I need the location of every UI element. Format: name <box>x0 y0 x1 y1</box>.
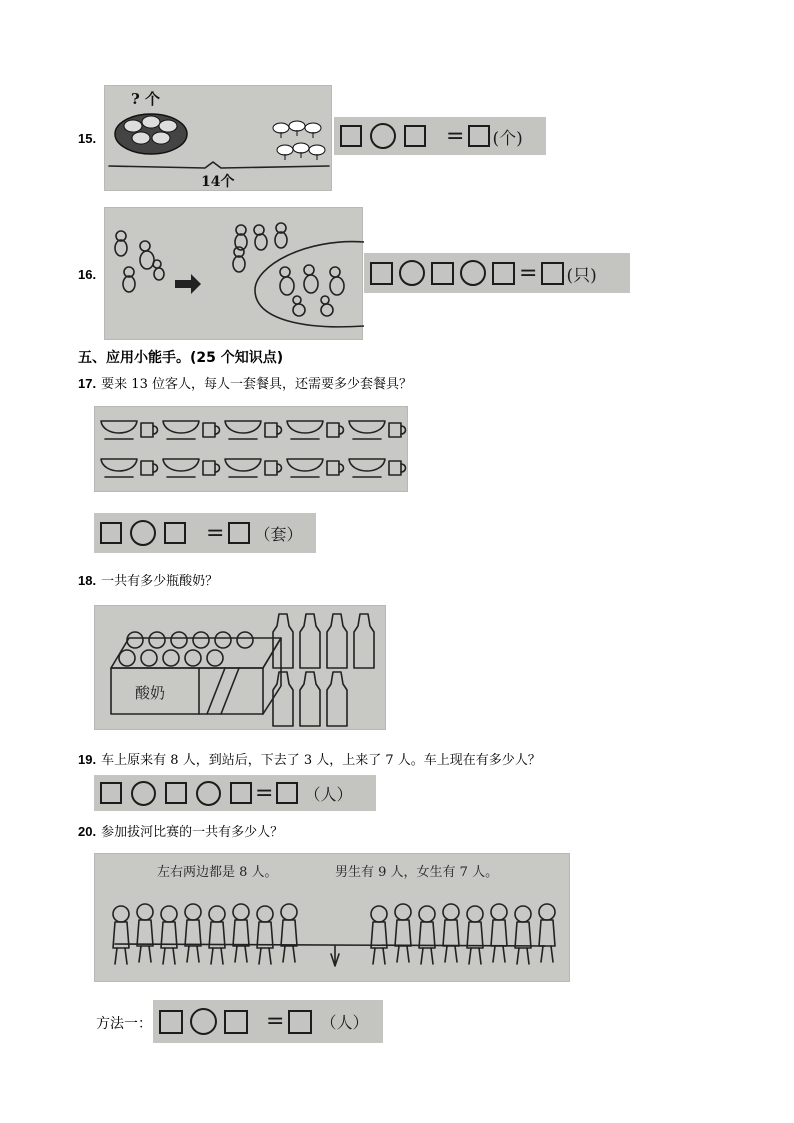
chicks-inside-fence-icon <box>280 265 344 316</box>
fence-enclosure <box>255 242 364 327</box>
unit-label: （人） <box>304 784 353 804</box>
answer-box[interactable] <box>165 782 187 804</box>
rope <box>115 944 545 946</box>
unknown-count-label: ? 个 <box>131 90 161 108</box>
loose-mushrooms-icon <box>273 121 325 160</box>
chicks-outside-fence-icon <box>233 223 287 272</box>
equals-sign: = <box>255 780 274 806</box>
right-team-icon <box>371 904 555 964</box>
answer-strip-20 <box>153 1000 383 1043</box>
tableware-figure <box>94 406 408 492</box>
operator-circle[interactable] <box>399 260 425 286</box>
operator-circle[interactable] <box>190 1008 217 1035</box>
question-17-text: 要来 13 位客人，每人一套餐具，还需要多少套餐具？ <box>101 377 412 392</box>
question-16-number: 16. <box>78 267 97 282</box>
equals-sign: = <box>206 520 225 546</box>
result-box[interactable] <box>541 262 564 285</box>
question-18 <box>78 570 218 589</box>
question-17 <box>78 373 412 392</box>
question-19-text: 车上原来有 8 人，到站后，下去了 3 人，上来了 7 人。车上现在有多少人？ <box>101 753 541 768</box>
question-17-number: 17. <box>78 376 97 391</box>
answer-strip-19 <box>94 775 376 811</box>
operator-circle[interactable] <box>131 781 156 806</box>
question-20 <box>78 821 283 840</box>
answer-strip-17 <box>94 513 316 553</box>
answer-box[interactable] <box>159 1010 183 1034</box>
answer-box[interactable] <box>100 522 122 544</box>
equals-sign: = <box>519 260 538 286</box>
answer-box[interactable] <box>370 262 393 285</box>
yogurt-figure <box>94 605 386 730</box>
unit-label: (个) <box>492 128 523 149</box>
operator-circle[interactable] <box>196 781 221 806</box>
equals-sign: = <box>446 123 465 149</box>
answer-box[interactable] <box>100 782 122 804</box>
mushroom-figure <box>104 85 332 191</box>
operator-circle[interactable] <box>460 260 486 286</box>
answer-box[interactable] <box>492 262 515 285</box>
question-15-number: 15. <box>78 131 97 146</box>
equals-sign: = <box>266 1009 285 1034</box>
unit-label: （套） <box>254 524 303 544</box>
question-18-text: 一共有多少瓶酸奶？ <box>101 574 219 589</box>
answer-box[interactable] <box>230 782 252 804</box>
answer-box[interactable] <box>224 1010 248 1034</box>
unit-label: (只) <box>566 265 597 286</box>
method-one-label: 方法一： <box>96 1016 152 1032</box>
result-box[interactable] <box>228 522 250 544</box>
bowls-and-cups-icon <box>95 407 409 493</box>
question-20-number: 20. <box>78 824 97 839</box>
result-box[interactable] <box>276 782 298 804</box>
total-brace <box>109 162 329 168</box>
yogurt-crate-icon <box>111 632 281 714</box>
answer-box[interactable] <box>431 262 454 285</box>
unit-label: （人） <box>320 1013 369 1032</box>
answer-box[interactable] <box>340 125 362 147</box>
chicks-figure <box>104 207 363 340</box>
tug-of-war-figure <box>94 853 570 982</box>
total-count-label: 14个 <box>201 174 235 190</box>
figure-caption-right: 男生有 9 人，女生有 7 人。 <box>335 865 499 880</box>
operator-circle[interactable] <box>370 123 396 149</box>
question-20-text: 参加拔河比赛的一共有多少人？ <box>101 825 284 840</box>
section-heading: 五、应用小能手。(25 个知识点) <box>78 350 284 366</box>
left-team-icon <box>113 904 297 964</box>
question-18-number: 18. <box>78 573 97 588</box>
answer-strip-16 <box>364 253 630 293</box>
question-19 <box>78 749 541 768</box>
yogurt-bottles-icon <box>273 614 374 726</box>
result-box[interactable] <box>468 125 490 147</box>
operator-circle[interactable] <box>130 520 156 546</box>
flag-marker-icon <box>331 946 339 966</box>
answer-box[interactable] <box>164 522 186 544</box>
result-box[interactable] <box>288 1010 312 1034</box>
answer-strip-15 <box>334 117 546 155</box>
yogurt-box-label: 酸奶 <box>135 684 166 702</box>
arrow-icon <box>175 274 201 294</box>
answer-box[interactable] <box>404 125 426 147</box>
figure-caption-left: 左右两边都是 8 人。 <box>157 865 278 880</box>
walking-chicks-icon <box>115 231 164 292</box>
question-19-number: 19. <box>78 752 97 767</box>
